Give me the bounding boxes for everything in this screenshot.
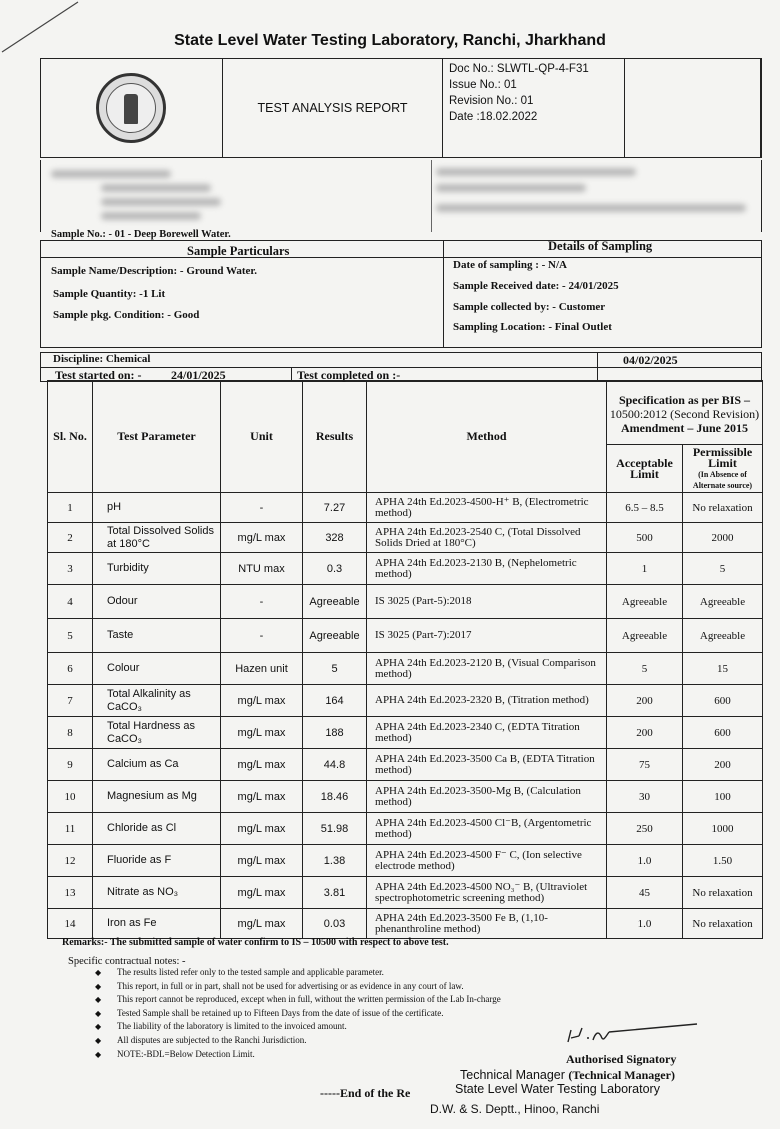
cell-unit: mg/L max [221, 877, 303, 909]
specific-notes-title: Specific contractual notes: - [68, 956, 186, 967]
note-item [95, 1020, 501, 1034]
note-item [95, 1048, 501, 1062]
cell-sl: 13 [48, 877, 93, 909]
cell-acceptable: Agreeable [607, 585, 683, 619]
results-table [47, 380, 763, 939]
cell-acceptable: 45 [607, 877, 683, 909]
corner-scribble [0, 0, 80, 60]
cell-param: Fluoride as F [93, 845, 221, 877]
col-unit: Unit [221, 381, 303, 493]
diamond-bullet-icon: ◆ [95, 995, 102, 1005]
cell-permissible: No relaxation [683, 909, 763, 939]
cell-acceptable: 200 [607, 717, 683, 749]
received-date: Sample Received date: - 24/01/2025 [453, 280, 619, 292]
cell-unit: mg/L max [221, 523, 303, 553]
strip-separator [291, 367, 292, 381]
diamond-bullet-icon: ◆ [95, 1049, 102, 1059]
end-of-report: -----End of the Re [320, 1086, 411, 1100]
diamond-bullet-icon: ◆ [95, 981, 102, 991]
test-started-date: 24/01/2025 [171, 368, 226, 382]
cell-method: APHA 24th Ed.2023-2320 B, (Titration method) [367, 685, 607, 717]
cell-unit: mg/L max [221, 781, 303, 813]
cell-sl: 1 [48, 493, 93, 523]
cell-unit: mg/L max [221, 813, 303, 845]
note-text: Tested Sample shall be retained up to Fifteen Days from the date of issue of the certificate. [117, 1007, 444, 1018]
cell-permissible: No relaxation [683, 493, 763, 523]
cell-method: IS 3025 (Part-7):2017 [367, 619, 607, 653]
doc-number: Doc No.: SLWTL-QP-4-F31 [449, 63, 589, 75]
cell-method: APHA 24th Ed.2023-2130 B, (Nephelometric method) [367, 553, 607, 585]
cell-permissible: 15 [683, 653, 763, 685]
cell-sl: 6 [48, 653, 93, 685]
cell-unit: NTU max [221, 553, 303, 585]
col-permissible [683, 445, 763, 493]
logo-cell [41, 59, 223, 157]
lab-stamp-address: D.W. & S. Deptt., Hinoo, Ranchi [430, 1102, 600, 1116]
table-row [48, 523, 763, 553]
cell-method: APHA 24th Ed.2023-4500 F⁻ C, (Ion selective electrode method) [367, 845, 607, 877]
diamond-bullet-icon: ◆ [95, 1035, 102, 1045]
cell-acceptable: 30 [607, 781, 683, 813]
revision-number: Revision No.: 01 [449, 95, 534, 107]
cell-sl: 5 [48, 619, 93, 653]
permissible-note: (In Absence of Alternate source) [692, 469, 753, 490]
cell-result: Agreeable [303, 585, 367, 619]
note-text: This report, in full or in part, shall not be used for advertising or as evidence in any court of law. [117, 980, 464, 991]
sample-number: Sample No.: - 01 - Deep Borewell Water. [51, 229, 231, 240]
discipline: Discipline: Chemical [53, 353, 151, 365]
redacted-line [101, 212, 201, 220]
cell-permissible: 600 [683, 685, 763, 717]
cell-result: 1.38 [303, 845, 367, 877]
cell-acceptable: 75 [607, 749, 683, 781]
note-item [95, 966, 501, 980]
cell-sl: 14 [48, 909, 93, 939]
redacted-line [436, 168, 636, 176]
sample-quantity: Sample Quantity: -1 Lit [53, 288, 166, 300]
cell-acceptable: Agreeable [607, 619, 683, 653]
cell-unit: mg/L max [221, 845, 303, 877]
test-started-label: Test started on: - [55, 368, 142, 382]
cell-result: 3.81 [303, 877, 367, 909]
sample-pkg-condition: Sample pkg. Condition: - Good [53, 309, 200, 321]
cell-sl: 2 [48, 523, 93, 553]
col-param: Test Parameter [93, 381, 221, 493]
cell-unit: - [221, 585, 303, 619]
signature-icon [565, 1020, 700, 1050]
cell-permissible: Agreeable [683, 619, 763, 653]
cell-result: 188 [303, 717, 367, 749]
notes-list [95, 966, 501, 1061]
cell-method: APHA 24th Ed.2023-3500-Mg B, (Calculation method) [367, 781, 607, 813]
diamond-bullet-icon: ◆ [95, 968, 102, 977]
cell-sl: 7 [48, 685, 93, 717]
cell-result: 44.8 [303, 749, 367, 781]
table-row [48, 781, 763, 813]
table-row [48, 553, 763, 585]
cell-permissible: 100 [683, 781, 763, 813]
sample-particulars-title: Sample Particulars [187, 244, 290, 258]
cell-sl: 4 [48, 585, 93, 619]
sampling-date: Date of sampling : - N/A [453, 259, 567, 271]
note-item [95, 1034, 501, 1048]
cell-param: Odour [93, 585, 221, 619]
cell-result: Agreeable [303, 619, 367, 653]
cell-permissible: 2000 [683, 523, 763, 553]
cell-result: 164 [303, 685, 367, 717]
table-header-row [48, 381, 763, 445]
government-seal-icon [96, 73, 166, 143]
note-item [95, 1007, 501, 1021]
title-rule [443, 257, 761, 258]
redacted-line [51, 170, 171, 178]
note-text: All disputes are subjected to the Ranchi Jurisdiction. [117, 1034, 307, 1045]
note-text: The results listed refer only to the tested sample and applicable parameter. [117, 967, 384, 977]
issue-number: Issue No.: 01 [449, 79, 517, 91]
cell-permissible: 5 [683, 553, 763, 585]
cell-sl: 10 [48, 781, 93, 813]
cell-permissible: Agreeable [683, 585, 763, 619]
test-completed-label: Test completed on :- [297, 368, 401, 382]
lab-title: State Level Water Testing Laboratory, Ranchi, Jharkhand [174, 32, 606, 49]
table-row [48, 685, 763, 717]
cell-result: 7.27 [303, 493, 367, 523]
cell-method: IS 3025 (Part-5):2018 [367, 585, 607, 619]
table-row [48, 653, 763, 685]
doc-date: Date :18.02.2022 [449, 111, 538, 123]
cell-unit: mg/L max [221, 717, 303, 749]
col-results: Results [303, 381, 367, 493]
table-row [48, 717, 763, 749]
cell-sl: 9 [48, 749, 93, 781]
cell-method: APHA 24th Ed.2023-4500 Cl⁻B, (Argentometric method) [367, 813, 607, 845]
note-text: The liability of the laboratory is limited to the invoiced amount. [117, 1021, 347, 1032]
col-acceptable: Acceptable Limit [607, 445, 683, 493]
redacted-customer-details [40, 160, 762, 232]
cell-sl: 3 [48, 553, 93, 585]
cell-result: 18.46 [303, 781, 367, 813]
sample-section [40, 240, 762, 348]
table-row [48, 619, 763, 653]
cell-acceptable: 6.5 – 8.5 [607, 493, 683, 523]
table-row [48, 585, 763, 619]
cell-method: APHA 24th Ed.2023-2340 C, (EDTA Titration method) [367, 717, 607, 749]
technical-manager: Technical Manager [460, 1068, 565, 1082]
cell-method: APHA 24th Ed.2023-3500 Ca B, (EDTA Titration method) [367, 749, 607, 781]
table-row [48, 877, 763, 909]
cell-sl: 12 [48, 845, 93, 877]
cell-param: Total Dissolved Solids at 180°C [93, 523, 221, 553]
redacted-divider [431, 160, 432, 232]
test-completed-date: 04/02/2025 [623, 353, 678, 367]
redacted-line [101, 198, 221, 206]
cell-param: Calcium as Ca [93, 749, 221, 781]
diamond-bullet-icon: ◆ [95, 1022, 102, 1032]
redacted-line [436, 184, 586, 192]
cell-acceptable: 5 [607, 653, 683, 685]
note-text: This report cannot be reproduced, except when in full, without the written permission of the Lab In-charge [117, 994, 501, 1005]
note-item [95, 993, 501, 1007]
cell-method: APHA 24th Ed.2023-2540 C, (Total Dissolved Solids Dried at 180°C) [367, 523, 607, 553]
cell-unit: Hazen unit [221, 653, 303, 685]
cell-sl: 11 [48, 813, 93, 845]
note-text: NOTE:-BDL=Below Detection Limit. [117, 1048, 255, 1059]
cell-param: pH [93, 493, 221, 523]
lab-stamp-name: State Level Water Testing Laboratory [455, 1082, 660, 1096]
cell-result: 0.3 [303, 553, 367, 585]
cell-param: Colour [93, 653, 221, 685]
cell-permissible: 1000 [683, 813, 763, 845]
table-row [48, 493, 763, 523]
table-row [48, 845, 763, 877]
cell-acceptable: 1.0 [607, 845, 683, 877]
technical-manager-bold: (Technical Manager) [568, 1068, 675, 1082]
cell-param: Turbidity [93, 553, 221, 585]
cell-permissible: 600 [683, 717, 763, 749]
cell-acceptable: 1.0 [607, 909, 683, 939]
report-title: TEST ANALYSIS REPORT [223, 59, 443, 157]
redacted-line [436, 204, 746, 212]
col-specification [607, 381, 763, 445]
cell-param: Total Hardness as CaCO₃ [93, 717, 221, 749]
redacted-line [101, 184, 211, 192]
cell-unit: - [221, 493, 303, 523]
blank-cell [625, 59, 761, 157]
cell-unit: - [221, 619, 303, 653]
cell-acceptable: 1 [607, 553, 683, 585]
permissible-label: Permissible Limit [692, 444, 753, 470]
col-sl: Sl. No. [48, 381, 93, 493]
strip-separator [597, 353, 598, 381]
cell-result: 51.98 [303, 813, 367, 845]
table-body [48, 493, 763, 939]
cell-unit: mg/L max [221, 749, 303, 781]
cell-result: 5 [303, 653, 367, 685]
authorised-signatory: Authorised Signatory [566, 1052, 677, 1066]
cell-unit: mg/L max [221, 909, 303, 939]
spec-line-1: Specification as per BIS – [618, 392, 751, 407]
cell-method: APHA 24th Ed.2023-4500-H⁺ B, (Electrometric method) [367, 493, 607, 523]
cell-param: Total Alkalinity as CaCO₃ [93, 685, 221, 717]
sampling-location: Sampling Location: - Final Outlet [453, 321, 612, 333]
cell-result: 328 [303, 523, 367, 553]
table-row [48, 909, 763, 939]
cell-param: Magnesium as Mg [93, 781, 221, 813]
discipline-strip [40, 352, 762, 382]
cell-param: Iron as Fe [93, 909, 221, 939]
cell-permissible: 1.50 [683, 845, 763, 877]
cell-sl: 8 [48, 717, 93, 749]
col-method: Method [367, 381, 607, 493]
cell-permissible: 200 [683, 749, 763, 781]
cell-method: APHA 24th Ed.2023-3500 Fe B, (1,10-phenanthroline method) [367, 909, 607, 939]
cell-acceptable: 250 [607, 813, 683, 845]
cell-method: APHA 24th Ed.2023-4500 NO₃⁻ B, (Ultraviolet spectrophotometric screening method) [367, 877, 607, 909]
cell-param: Nitrate as NO₃ [93, 877, 221, 909]
collected-by: Sample collected by: - Customer [453, 301, 606, 313]
cell-method: APHA 24th Ed.2023-2120 B, (Visual Comparison method) [367, 653, 607, 685]
table-row [48, 813, 763, 845]
cell-acceptable: 500 [607, 523, 683, 553]
remarks: Remarks:- The submitted sample of water confirm to IS – 10500 with respect to above test. [62, 937, 449, 948]
cell-param: Taste [93, 619, 221, 653]
cell-param: Chloride as Cl [93, 813, 221, 845]
cell-result: 0.03 [303, 909, 367, 939]
diamond-bullet-icon: ◆ [95, 1008, 102, 1018]
cell-permissible: No relaxation [683, 877, 763, 909]
note-item [95, 980, 501, 994]
cell-unit: mg/L max [221, 685, 303, 717]
spec-line-2: 10500:2012 (Second Revision) [609, 406, 760, 421]
document-header [40, 58, 762, 158]
technical-manager-line [460, 1068, 675, 1083]
doc-info [443, 59, 625, 157]
sample-name: Sample Name/Description: - Ground Water. [51, 265, 258, 277]
sampling-details-title: Details of Sampling [548, 239, 653, 253]
spec-line-3: Amendment – June 2015 [621, 420, 749, 435]
cell-acceptable: 200 [607, 685, 683, 717]
table-row [48, 749, 763, 781]
